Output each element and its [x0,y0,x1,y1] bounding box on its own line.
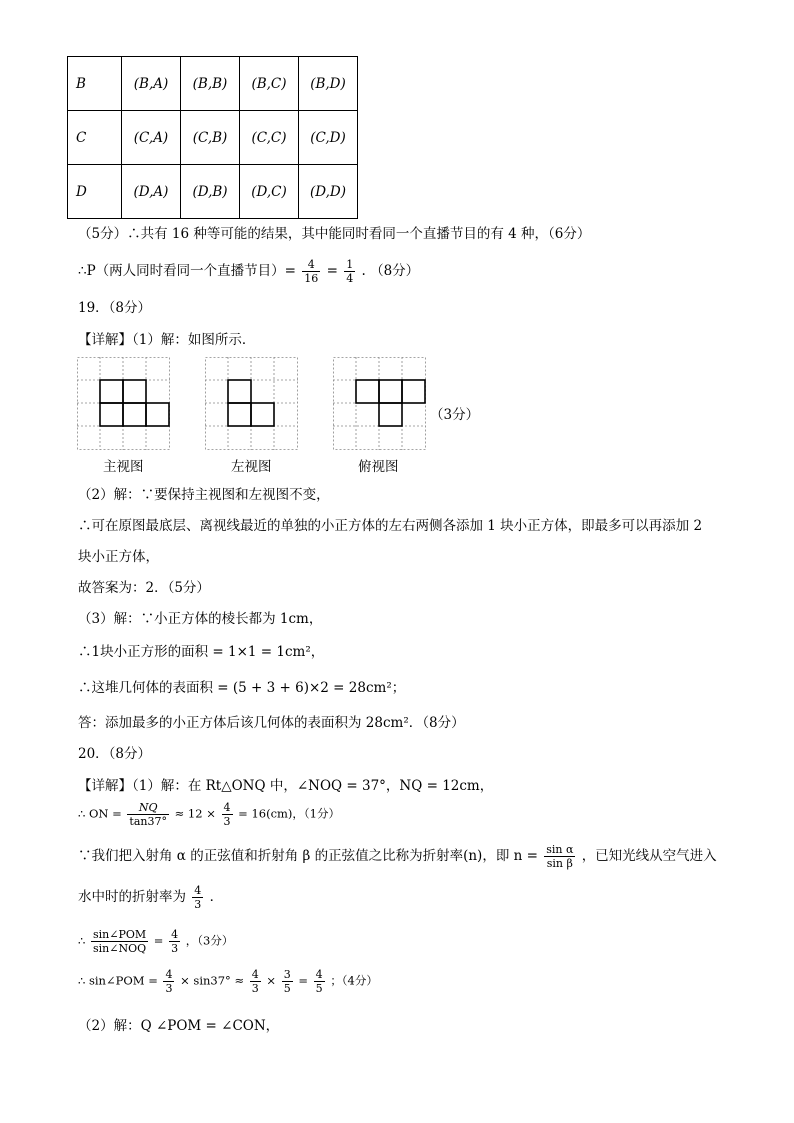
q19-part2-reason-b: 块小正方体， [78,549,159,565]
fraction [344,258,355,285]
q19-part2-reason-a: ∴可在原图最底层、离视线最近的单独的小正方体的左右两侧各添加 1 块小正方体，即最多可以再添加 2 [78,518,703,534]
q20-part1: 【详解】（1）解：在 Rt△ONQ 中，∠NOQ = 37°，NQ = 12cm， [78,778,494,794]
denominator: 3 [251,982,259,995]
q19-part1: 【详解】（1）解：如图所示． [78,332,256,348]
views-score: （3分） [430,407,480,423]
formula-text: ∴ [78,933,86,948]
table-cell: (C,A) [122,111,181,165]
q19-surface-step: ∴这堆几何体的表面积 = (5 + 3 + 6)×2 = 28cm²； [78,680,406,696]
q20-sine-ratio [78,928,233,955]
table-cell: (B,C) [240,57,299,111]
denominator: 3 [165,982,173,995]
q19-header: 19．（8分） [78,300,152,316]
q20-header: 20．（8分） [78,746,152,762]
q20-water-index [78,884,223,911]
top-view-diagram [333,357,427,451]
caption-left-view: 左视图 [231,459,272,475]
q20-refraction-def [78,843,717,870]
fraction [163,968,174,995]
denominator: 16 [304,272,319,285]
q20-part2: （2）解：Q ∠POM = ∠CON， [78,1018,280,1034]
formula-text: ≈ 12 × [174,806,216,821]
numerator: NQ [127,801,169,815]
q19-area-step: ∴1块小正方形的面积 = 1×1 = 1cm²， [78,644,325,660]
denominator: 3 [194,898,202,911]
formula-text: ∴ sin∠POM = [78,973,158,988]
numerator: 1 [346,258,354,271]
q19-final-answer: 答：添加最多的小正方体后该几何体的表面积为 28cm²．（8分） [78,715,465,731]
formula-text: = 16(cm)，（1分） [238,806,340,821]
numerator: 4 [315,968,323,981]
fraction [282,968,293,995]
denominator: tan37° [129,815,167,828]
numerator: sin∠POM [92,928,147,941]
formula-text: ；（4分） [330,973,378,988]
fraction [192,884,203,911]
definition-text: 水中时的折射率为 [78,889,186,905]
denominator: 5 [315,982,323,995]
fraction [91,928,148,955]
table-cell: (B,B) [181,57,240,111]
formula-text: ∴ ON = [78,806,122,821]
fraction [544,843,575,870]
table-cell: (D,A) [122,165,181,219]
table-cell: (D,C) [240,165,299,219]
q18-probability-text: ∴P（两人同时看同一个直播节目）= [78,263,296,279]
score-note: . （8分） [361,263,420,279]
caption-front-view: 主视图 [103,459,144,475]
numerator: 4 [194,884,202,897]
definition-text: ，已知光线从空气进入 [581,848,717,864]
formula-text: = [298,973,308,988]
q20-sin-pom [78,968,378,995]
denominator: 5 [283,982,291,995]
caption-top-view: 俯视图 [358,459,399,475]
fraction [250,968,261,995]
numerator: sin α [546,843,574,856]
denominator: 3 [171,942,179,955]
fraction [127,801,169,828]
table-cell: (C,C) [240,111,299,165]
q19-part3: （3）解：∵小正方体的棱长都为 1cm， [78,611,323,627]
q20-on-formula [78,801,340,828]
numerator: 4 [171,928,179,941]
denominator: sin∠NOQ [92,942,147,955]
left-view-diagram [205,357,299,451]
denominator: sin β [546,857,573,870]
fraction [222,801,233,828]
numerator: 4 [302,258,320,272]
table-row [68,57,358,111]
denominator: 3 [223,815,231,828]
table-row [68,111,358,165]
numerator: 4 [165,968,173,981]
table-cell: (B,A) [122,57,181,111]
definition-text: ∵我们把入射角 α 的正弦值和折射角 β 的正弦值之比称为折射率(n)，即 n = [78,848,538,864]
formula-text: × sin37° ≈ [180,973,245,988]
numerator: 4 [251,968,259,981]
q19-part2: （2）解：∵要保持主视图和左视图不变， [78,487,330,503]
table-cell: (D,B) [181,165,240,219]
formula-text: ，（3分） [185,933,234,948]
equals-sign: = [326,263,338,279]
table-row [68,165,358,219]
q19-part2-answer: 故答案为：2．（5分） [78,580,210,596]
q18-line1: （5分）∴共有 16 种等可能的结果，其中能同时看同一个直播节目的有 4 种，（6分） [78,226,591,242]
definition-text: ． [209,889,224,905]
table-cell: (B,D) [299,57,358,111]
denominator: 4 [346,272,354,285]
table-cell: (D,D) [299,165,358,219]
table-cell: (C,B) [181,111,240,165]
row-label: D [68,165,122,219]
formula-text: = [153,933,164,948]
fraction [314,968,325,995]
fraction [169,928,180,955]
table-cell: (C,D) [299,111,358,165]
front-view-diagram [77,357,171,451]
numerator: 3 [283,968,291,981]
outcome-table [67,56,358,219]
numerator: 4 [223,801,231,814]
formula-text: × [266,973,277,988]
row-label: B [68,57,122,111]
fraction [302,258,320,285]
q18-probability-line [78,258,419,285]
row-label: C [68,111,122,165]
